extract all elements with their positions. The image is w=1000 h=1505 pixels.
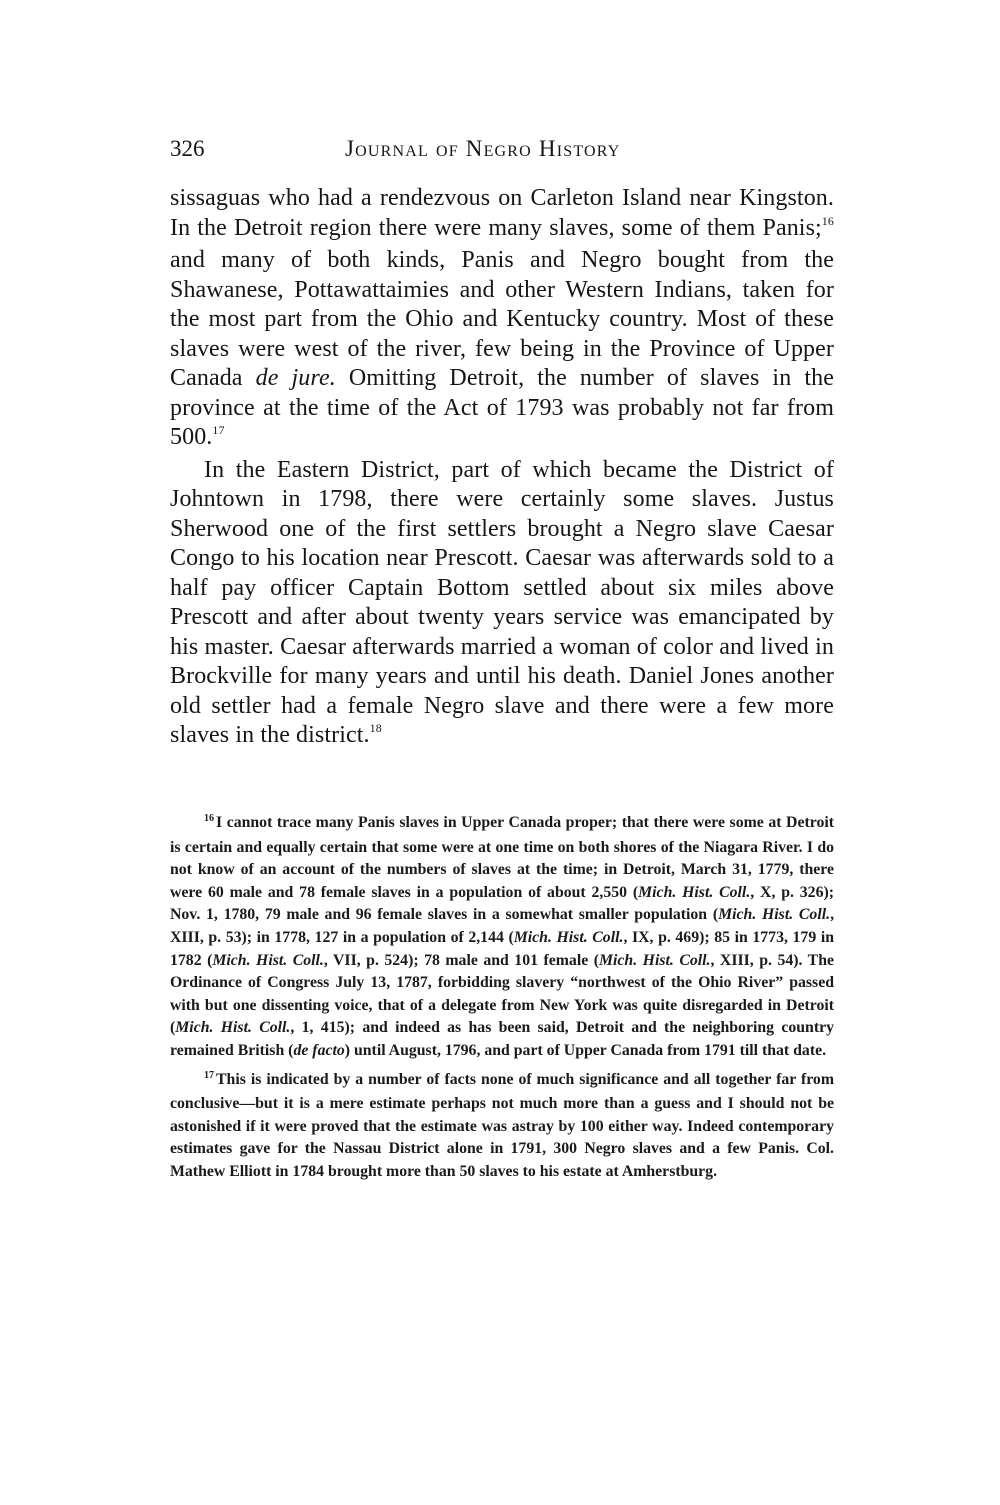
footnote-17-mark: 17 — [204, 1069, 214, 1081]
footnote-16-text-2: , X, p. 326); Nov. 1, 1780, 79 male and 96 female slaves in a somewhat smaller population ( — [170, 883, 835, 924]
footnote-16-citation-6: Mich. Hist. Coll. — [175, 1019, 291, 1037]
footnote-16-text-8: ) until August, 1796, and part of Upper Canada from 1791 till that date. — [344, 1041, 827, 1059]
running-head: Journal of Negro History — [345, 136, 621, 161]
footnote-16-italic-de-facto: de facto — [293, 1041, 345, 1059]
footnote-17 — [170, 1069, 834, 1184]
paragraph-1-text-a: sissaguas who had a rendezvous on Carleton Island near Kingston. In the Detroit region there were many slaves, some of them Panis; — [170, 185, 834, 241]
footnote-16 — [170, 812, 834, 1063]
paragraph-1-text-b: and many of both kinds, Panis and Negro bought from the Shawanese, Pottawattaimies and other Western Indians, taken for the most part from the Ohio and Kentucky country. Most of these slaves were west of the river, few being in the Province of Upper Canada — [170, 247, 834, 391]
footnote-16-text-1: I cannot trace many Panis slaves in Upper Canada proper; that there were some at Detroit is certain and equally certain that some were at one time on both shores of the Niagara River. I do not know of an account of the numbers of slaves at the time; in Detroit, March 31, 1779, there were 60 male and 78 female slaves in a population of about 2,550 ( — [170, 814, 834, 901]
footnote-ref-16: 16 — [821, 213, 834, 228]
paragraph-2-text: In the Eastern District, part of which became the District of Johntown in 1798, there were certainly some slaves. Justus Sherwood one of the first settlers brought a Negro slave Caesar Congo to his location near Prescott. Caesar was afterwards sold to a half pay officer Captain Bottom settled about six miles above Prescott and after about twenty years service was emancipated by his master. Caesar afterwards married a woman of color and lived in Brockville for many years and until his death. Daniel Jones another old settler had a female Negro slave and there were a few more slaves in the district. — [170, 456, 834, 748]
footnote-16-citation-2: Mich. Hist. Coll. — [718, 906, 831, 924]
paragraph-2 — [170, 456, 834, 754]
footnote-16-citation-1: Mich. Hist. Coll. — [638, 883, 751, 901]
footnote-16-mark: 16 — [204, 813, 214, 824]
body-text — [170, 184, 834, 754]
footnote-16-text-5: , VII, p. 524); 78 male and 101 female ( — [323, 951, 599, 969]
footnote-16-citation-4: Mich. Hist. Coll. — [212, 951, 324, 969]
paragraph-1-text-c: Omitting Detroit, the number of slaves in the province at the time of the Act of 1793 was probably not far from 500. — [170, 365, 834, 450]
footnote-ref-18: 18 — [369, 721, 382, 735]
footnote-ref-17: 17 — [212, 423, 225, 437]
paragraph-1-italic: de jure. — [255, 365, 336, 391]
footnote-17-text: This is indicated by a number of facts none of much significance and all together far from conclusive—but it is a mere estimate perhaps not much more than a guess and I should not be astonished if it were proved that the estimate was astray by 100 either way. Indeed contemporary estimates gave for the Nassau District alone in 1791, 300 Negro slaves and a few Panis. Col. Mathew Elliott in 1784 brought more than 50 slaves to his estate at Amherstburg. — [170, 1070, 834, 1180]
footnote-16-text-7: , 1, 415); and indeed as has been said, Detroit and the neighboring country remained British ( — [170, 1019, 834, 1059]
footnote-16-text-6: , XIII, p. 54). The Ordinance of Congress July 13, 1787, forbidding slavery “northwest of the Ohio River” passed with but one dissenting voice, that of a delegate from New York was quite disregarded in Detroit ( — [170, 951, 834, 1037]
footnotes — [170, 812, 834, 1190]
footnote-16-text-4: , IX, p. 469); 85 in 1773, 179 in 1782 ( — [170, 928, 834, 969]
page-number: 326 — [170, 136, 205, 161]
footnote-16-text-3: , XIII, p. 53); in 1778, 127 in a population of 2,144 ( — [170, 906, 835, 946]
footnote-16-citation-3: Mich. Hist. Coll. — [513, 928, 624, 946]
page-header — [170, 136, 830, 166]
paragraph-1 — [170, 184, 834, 456]
footnote-16-citation-5: Mich. Hist. Coll. — [598, 951, 711, 969]
